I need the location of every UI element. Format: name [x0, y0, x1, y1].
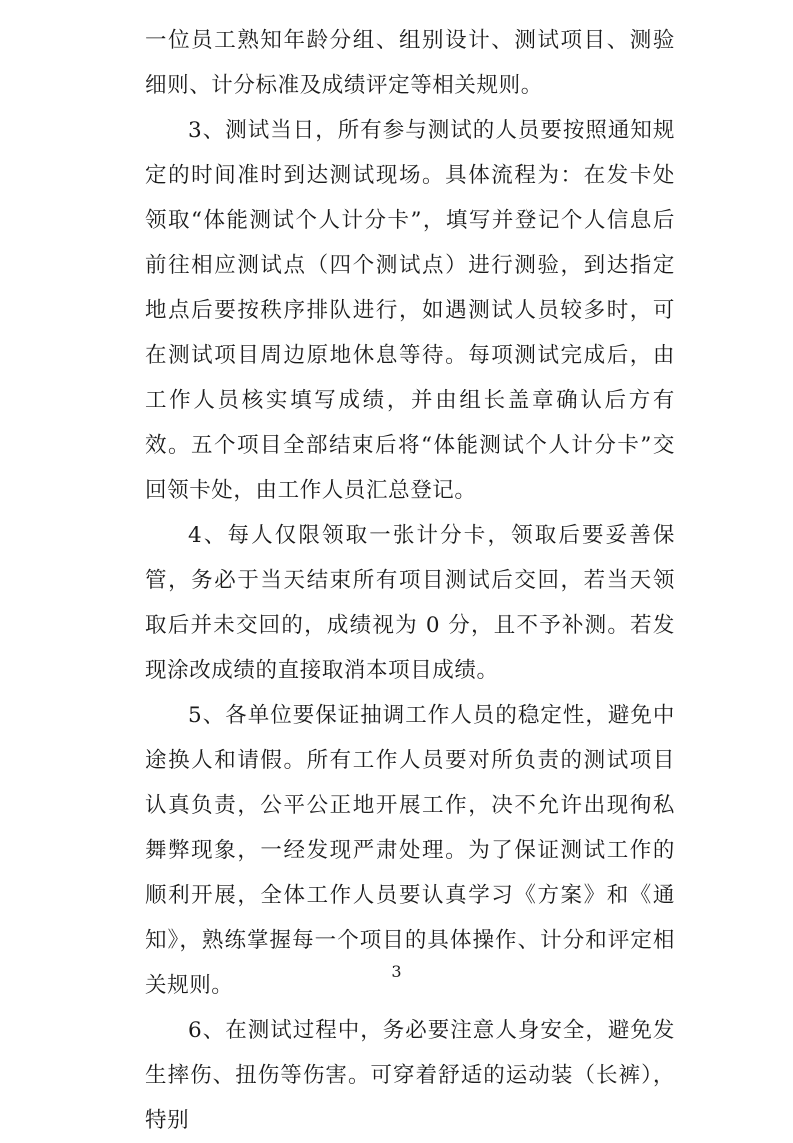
paragraph-item-5: 5、各单位要保证抽调工作人员的稳定性，避免中途换人和请假。所有工作人员要对所负责的测试项目认真负责，公平公正地开展工作，决不允许出现徇私舞弊现象，一经发现严肃处理。为了保证测试工作的顺利开展，全体工作人员要认真学习《方案》和《通知》，熟练掌握每一个项目的具体操作、计分和评定相关规则。	[145, 703, 675, 998]
paragraph-continuation: 一位员工熟知年龄分组、组别设计、测试项目、测验细则、计分标准及成绩评定等相关规则。	[145, 28, 675, 98]
page-number: 3	[391, 962, 402, 981]
paragraph-item-4: 4、每人仅限领取一张计分卡，领取后要妥善保管，务必于当天结束所有项目测试后交回，若当天领取后并未交回的，成绩视为 0 分，且不予补测。若发现涂改成绩的直接取消本项目成绩。	[145, 523, 675, 683]
paragraph-item-6: 6、在测试过程中，务必要注意人身安全，避免发生摔伤、扭伤等伤害。可穿着舒适的运动装（长裤），特别	[145, 1018, 675, 1133]
paragraph-item-3: 3、测试当日，所有参与测试的人员要按照通知规定的时间准时到达测试现场。具体流程为：在发卡处领取“体能测试个人计分卡”，填写并登记个人信息后前往相应测试点（四个测试点）进行测验，到达指定地点后要按秩序排队进行，如遇测试人员较多时，可在测试项目周边原地休息等待。每项测试完成后，由工作人员核实填写成绩，并由组长盖章确认后方有效。五个项目全部结束后将“体能测试个人计分卡”交回领卡处，由工作人员汇总登记。	[145, 118, 675, 503]
